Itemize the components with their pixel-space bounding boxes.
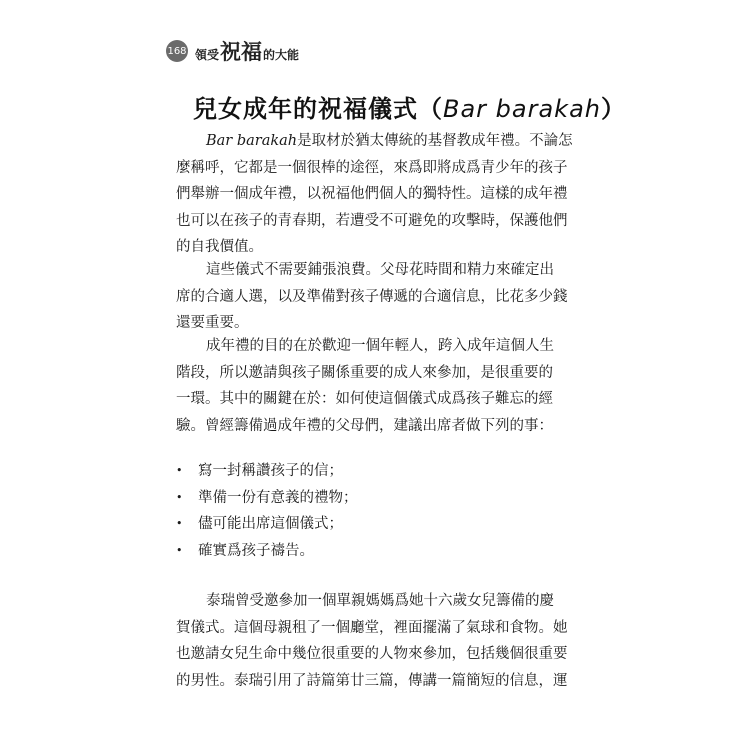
paragraph-line: 還要重要。	[176, 315, 249, 331]
book-title	[195, 36, 299, 66]
paragraph-line: 的男性。泰瑞引用了詩篇第廿三篇，傳講一篇簡短的信息，運	[176, 672, 568, 689]
bullet-icon: •	[176, 464, 183, 477]
paragraph-line: 們舉辦一個成年禮，以祝福他們個人的獨特性。這樣的成年禮	[176, 186, 568, 202]
list-item: • 準備一份有意義的禮物；	[176, 485, 576, 512]
chapter-title	[193, 89, 626, 124]
chapter-title-latin: Bar barakah	[443, 95, 601, 123]
book-title-main: 祝福	[220, 40, 263, 64]
paragraph-line: 麼稱呼，它都是一個很棒的途徑，來爲即將成爲青少年的孩子	[176, 159, 568, 176]
paragraph-line: 驗。曾經籌備過成年禮的父母們，建議出席者做下列的事：	[176, 417, 553, 434]
paragraph-line: 一環。其中的關鍵在於：如何使這個儀式成爲孩子難忘的經	[176, 391, 553, 407]
paragraph-3	[176, 333, 576, 439]
paragraph-line: 賀儀式。這個母親租了一個廳堂，裡面擺滿了氣球和食物。她	[176, 619, 568, 636]
paragraph-line: 泰瑞曾受邀參加一個單親媽媽爲她十六歲女兒籌備的慶	[206, 593, 554, 609]
list-item: • 確實爲孩子禱告。	[176, 538, 576, 565]
page-number: 168	[166, 40, 188, 62]
book-title-suffix: 的大能	[263, 48, 300, 62]
paragraph-line: 也可以在孩子的青春期，若遭受不可避免的攻擊時，保護他們	[176, 212, 568, 229]
list-item: • 寫一封稱讚孩子的信；	[176, 458, 576, 485]
paragraph-line: Bar barakah是取材於猶太傳統的基督教成年禮。不論怎	[206, 133, 573, 149]
bullet-icon: •	[176, 543, 183, 557]
chapter-title-close: ）	[601, 95, 626, 123]
paragraph-line: 這些儀式不需要鋪張浪費。父母花時間和精力來確定出	[206, 262, 554, 278]
book-title-prefix: 領受	[195, 48, 220, 62]
paragraph-2	[176, 257, 576, 337]
running-header	[166, 38, 299, 64]
bullet-icon: •	[176, 517, 183, 530]
bullet-list	[176, 458, 576, 564]
paragraph-4	[176, 588, 576, 694]
paragraph-line: 成年禮的目的在於歡迎一個年輕人，跨入成年這個人生	[206, 338, 554, 354]
paragraph-line: 也邀請女兒生命中幾位很重要的人物來參加，包括幾個很重要	[176, 646, 568, 662]
list-item: • 儘可能出席這個儀式；	[176, 511, 576, 538]
chapter-title-zh: 兒女成年的祝福儀式（	[193, 95, 443, 123]
paragraph-1	[176, 128, 576, 261]
paragraph-line: 的自我價值。	[176, 239, 263, 255]
term-bar-barakah: Bar barakah	[206, 133, 298, 149]
bullet-icon: •	[176, 490, 183, 504]
paragraph-line: 席的合適人選，以及準備對孩子傳遞的合適信息，比花多少錢	[176, 288, 568, 305]
paragraph-line: 階段，所以邀請與孩子關係重要的成人來參加，是很重要的	[176, 364, 553, 381]
